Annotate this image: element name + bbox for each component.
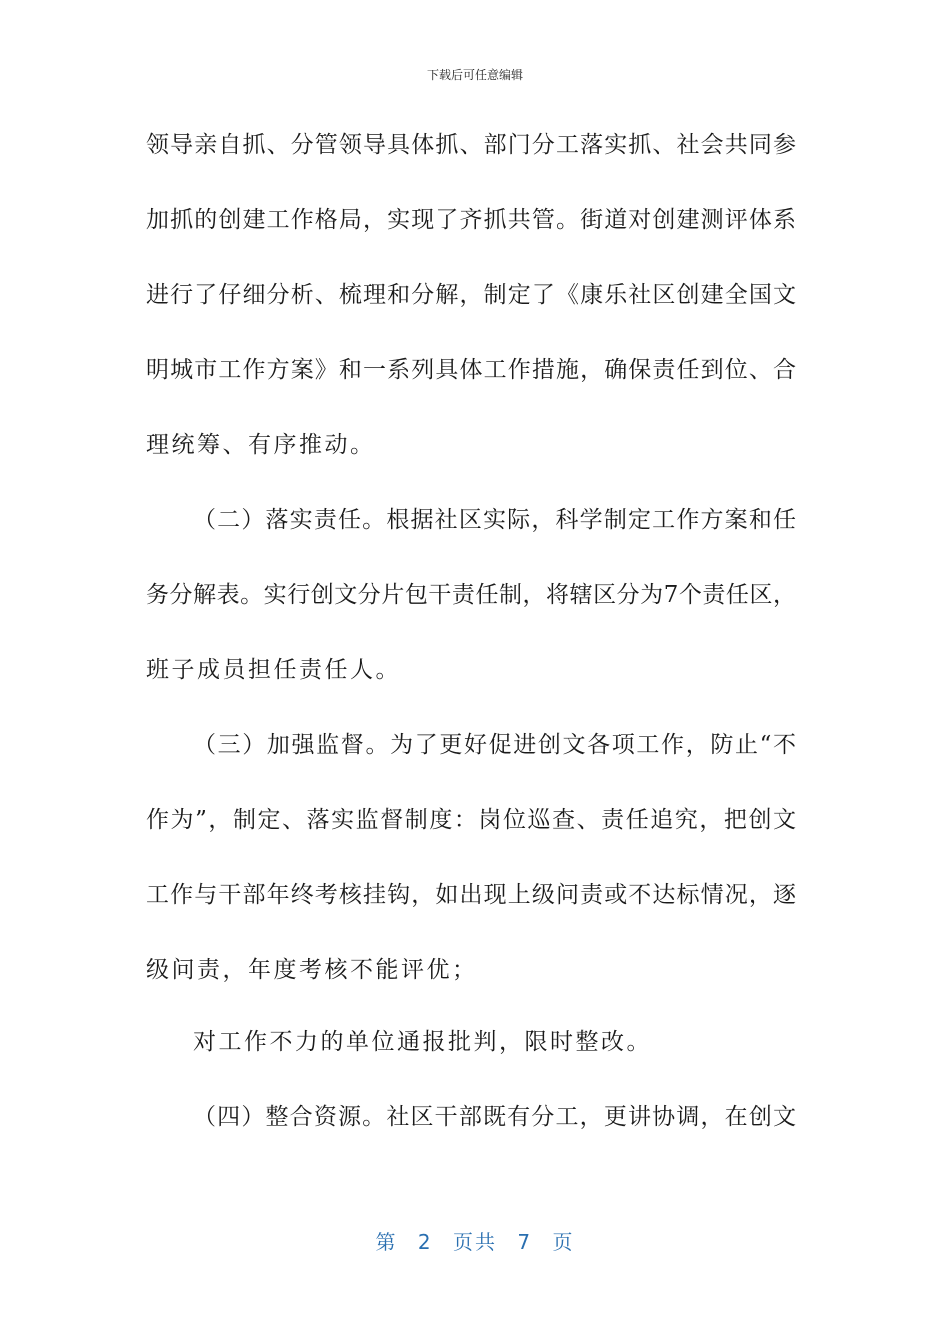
text-line: （三）加强监督。为了更好促进创文各项工作，防止“不 bbox=[193, 732, 796, 758]
text-line: 加抓的创建工作格局，实现了齐抓共管。街道对创建测评体系 bbox=[146, 207, 796, 233]
current-page-number: 2 bbox=[417, 1230, 433, 1254]
page-footer bbox=[0, 1226, 950, 1255]
text-line: 明城市工作方案》和一系列具体工作措施，确保责任到位、合 bbox=[146, 357, 796, 383]
text-line: 级问责，年度考核不能评优； bbox=[146, 957, 478, 983]
text-line: 务分解表。实行创文分片包干责任制，将辖区分为7个责任区， bbox=[146, 582, 796, 608]
total-pages-number: 7 bbox=[517, 1230, 533, 1254]
footer-label-page: 第 bbox=[375, 1230, 398, 1254]
text-line: 工作与干部年终考核挂钩，如出现上级问责或不达标情况，逐 bbox=[146, 882, 796, 908]
text-line: 理统筹、有序推动。 bbox=[146, 432, 376, 458]
text-line: （四）整合资源。社区干部既有分工，更讲协调，在创文 bbox=[193, 1104, 796, 1130]
text-line: 领导亲自抓、分管领导具体抓、部门分工落实抓、社会共同参 bbox=[146, 132, 796, 158]
text-line: 对工作不力的单位通报批判，限时整改。 bbox=[193, 1029, 652, 1055]
text-line: 作为”，制定、落实监督制度：岗位巡查、责任追究，把创文 bbox=[146, 807, 796, 833]
text-line: 进行了仔细分析、梳理和分解，制定了《康乐社区创建全国文 bbox=[146, 282, 796, 308]
text-line: （二）落实责任。根据社区实际，科学制定工作方案和任 bbox=[193, 507, 796, 533]
footer-label-end: 页 bbox=[552, 1230, 575, 1254]
page-header: 下载后可任意编辑 bbox=[426, 68, 523, 82]
footer-label-of: 页共 bbox=[453, 1230, 497, 1254]
text-line: 班子成员担任责任人。 bbox=[146, 657, 401, 683]
